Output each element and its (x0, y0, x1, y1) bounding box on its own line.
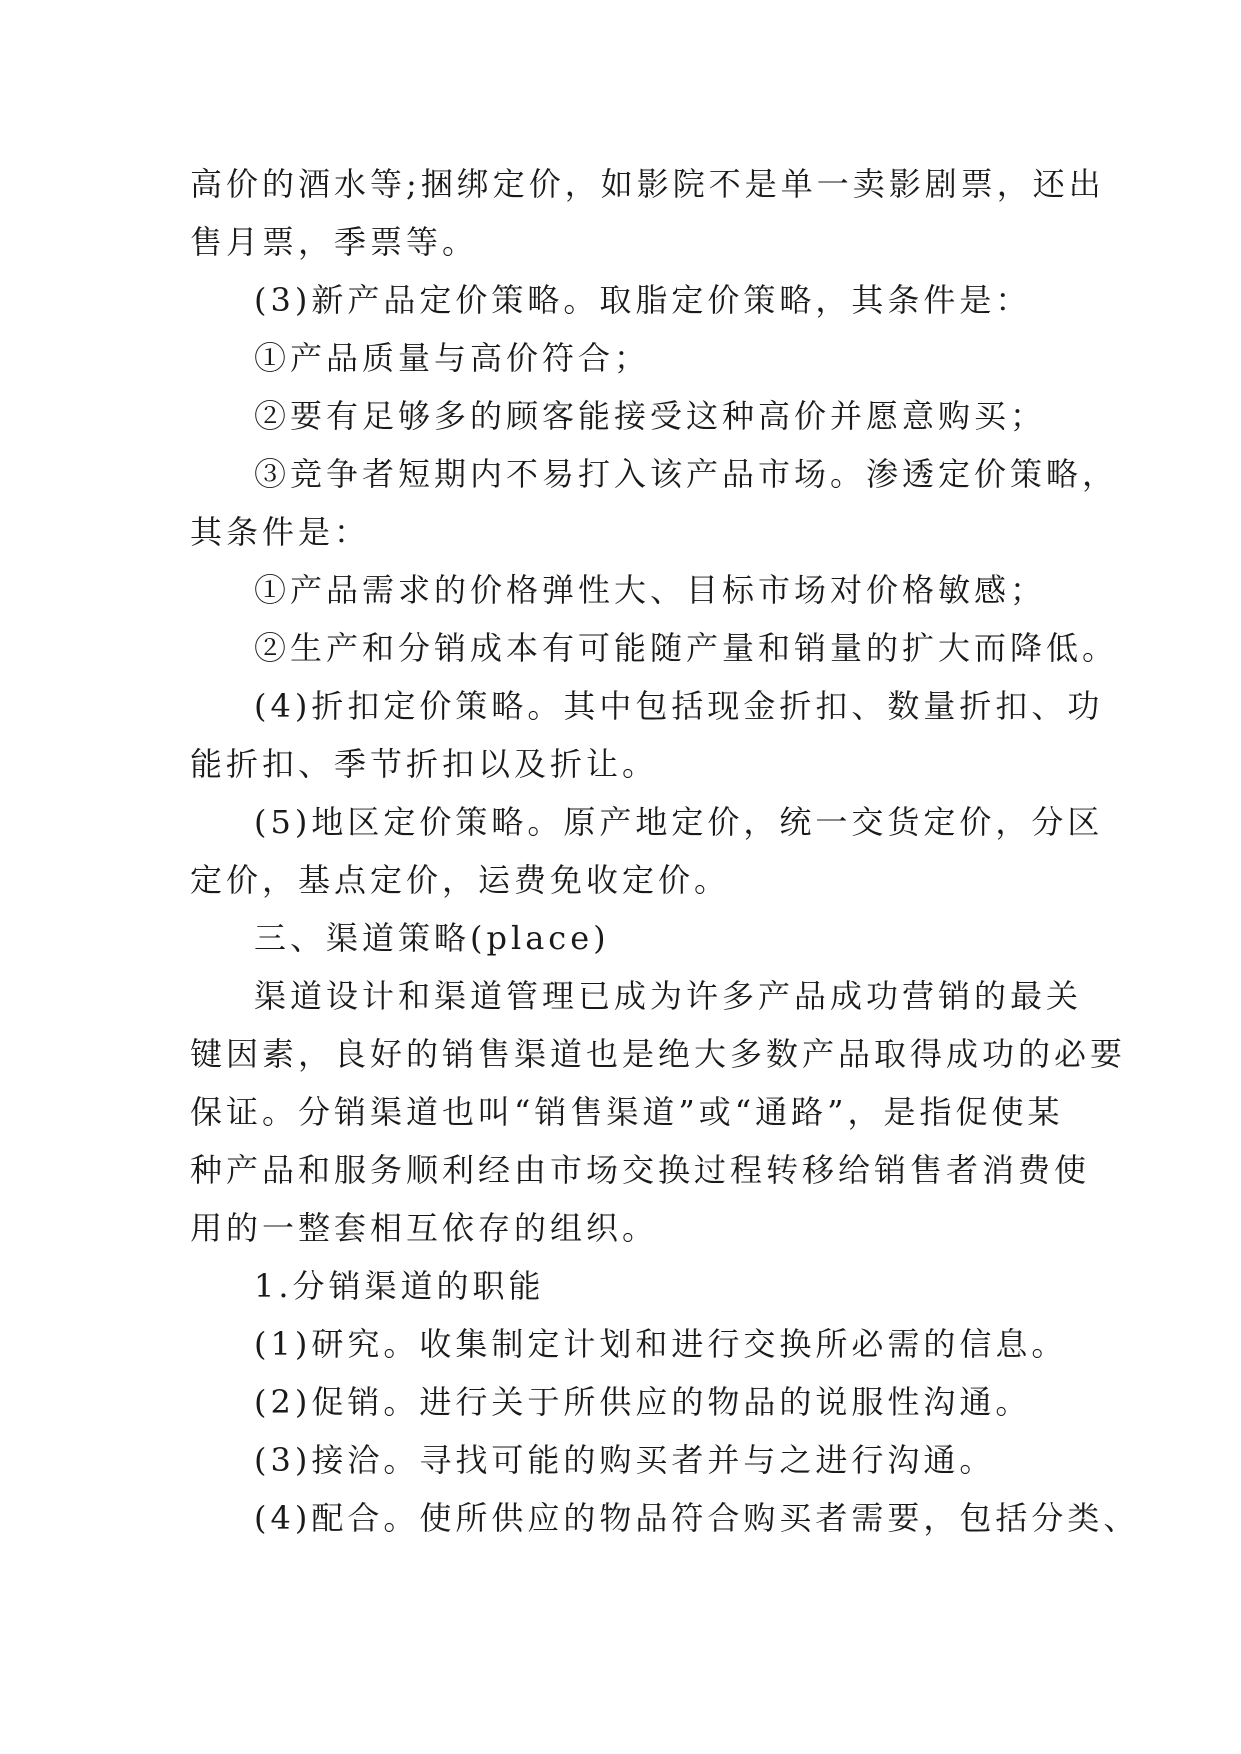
text-line: ③竞争者短期内不易打入该产品市场。渗透定价策略， (254, 455, 1119, 493)
text-line: 用的一整套相互依存的组织。 (190, 1209, 659, 1247)
text-line: (2)促销。进行关于所供应的物品的说服性沟通。 (254, 1383, 1032, 1421)
text-line: 渠道设计和渠道管理已成为许多产品成功营销的最关 (254, 977, 1083, 1015)
text-line: (4)配合。使所供应的物品符合购买者需要，包括分类、 (254, 1499, 1140, 1537)
text-line: ①产品需求的价格弹性大、目标市场对价格敏感； (254, 571, 1047, 609)
text-line: (3)接洽。寻找可能的购买者并与之进行沟通。 (254, 1441, 996, 1479)
text-line: 其条件是： (190, 513, 371, 551)
text-line: (4)折扣定价策略。其中包括现金折扣、数量折扣、功 (254, 687, 1104, 725)
text-line: (1)研究。收集制定计划和进行交换所必需的信息。 (254, 1325, 1068, 1363)
text-line: 高价的酒水等;捆绑定价，如影院不是单一卖影剧票，还出 (190, 165, 1105, 203)
text-line: ①产品质量与高价符合； (254, 339, 651, 377)
text-line: (3)新产品定价策略。取脂定价策略，其条件是： (254, 281, 1032, 319)
text-line: ②要有足够多的顾客能接受这种高价并愿意购买； (254, 397, 1047, 435)
text-line: (5)地区定价策略。原产地定价，统一交货定价，分区 (254, 803, 1104, 841)
text-line: 键因素，良好的销售渠道也是绝大多数产品取得成功的必要 (190, 1035, 1127, 1073)
text-line: 售月票，季票等。 (190, 223, 479, 261)
text-line: 保证。分销渠道也叫“销售渠道”或“通路”，是指促使某 (190, 1093, 1064, 1131)
text-line: 种产品和服务顺利经由市场交换过程转移给销售者消费使 (190, 1151, 1091, 1189)
section-heading: 三、渠道策略(place) (254, 919, 610, 957)
text-line: 能折扣、季节折扣以及折让。 (190, 745, 659, 783)
text-line: ②生产和分销成本有可能随产量和销量的扩大而降低。 (254, 629, 1119, 667)
subsection-heading: 1.分销渠道的职能 (254, 1267, 545, 1305)
body-text (190, 155, 1140, 1547)
text-line: 定价，基点定价，运费免收定价。 (190, 861, 731, 899)
